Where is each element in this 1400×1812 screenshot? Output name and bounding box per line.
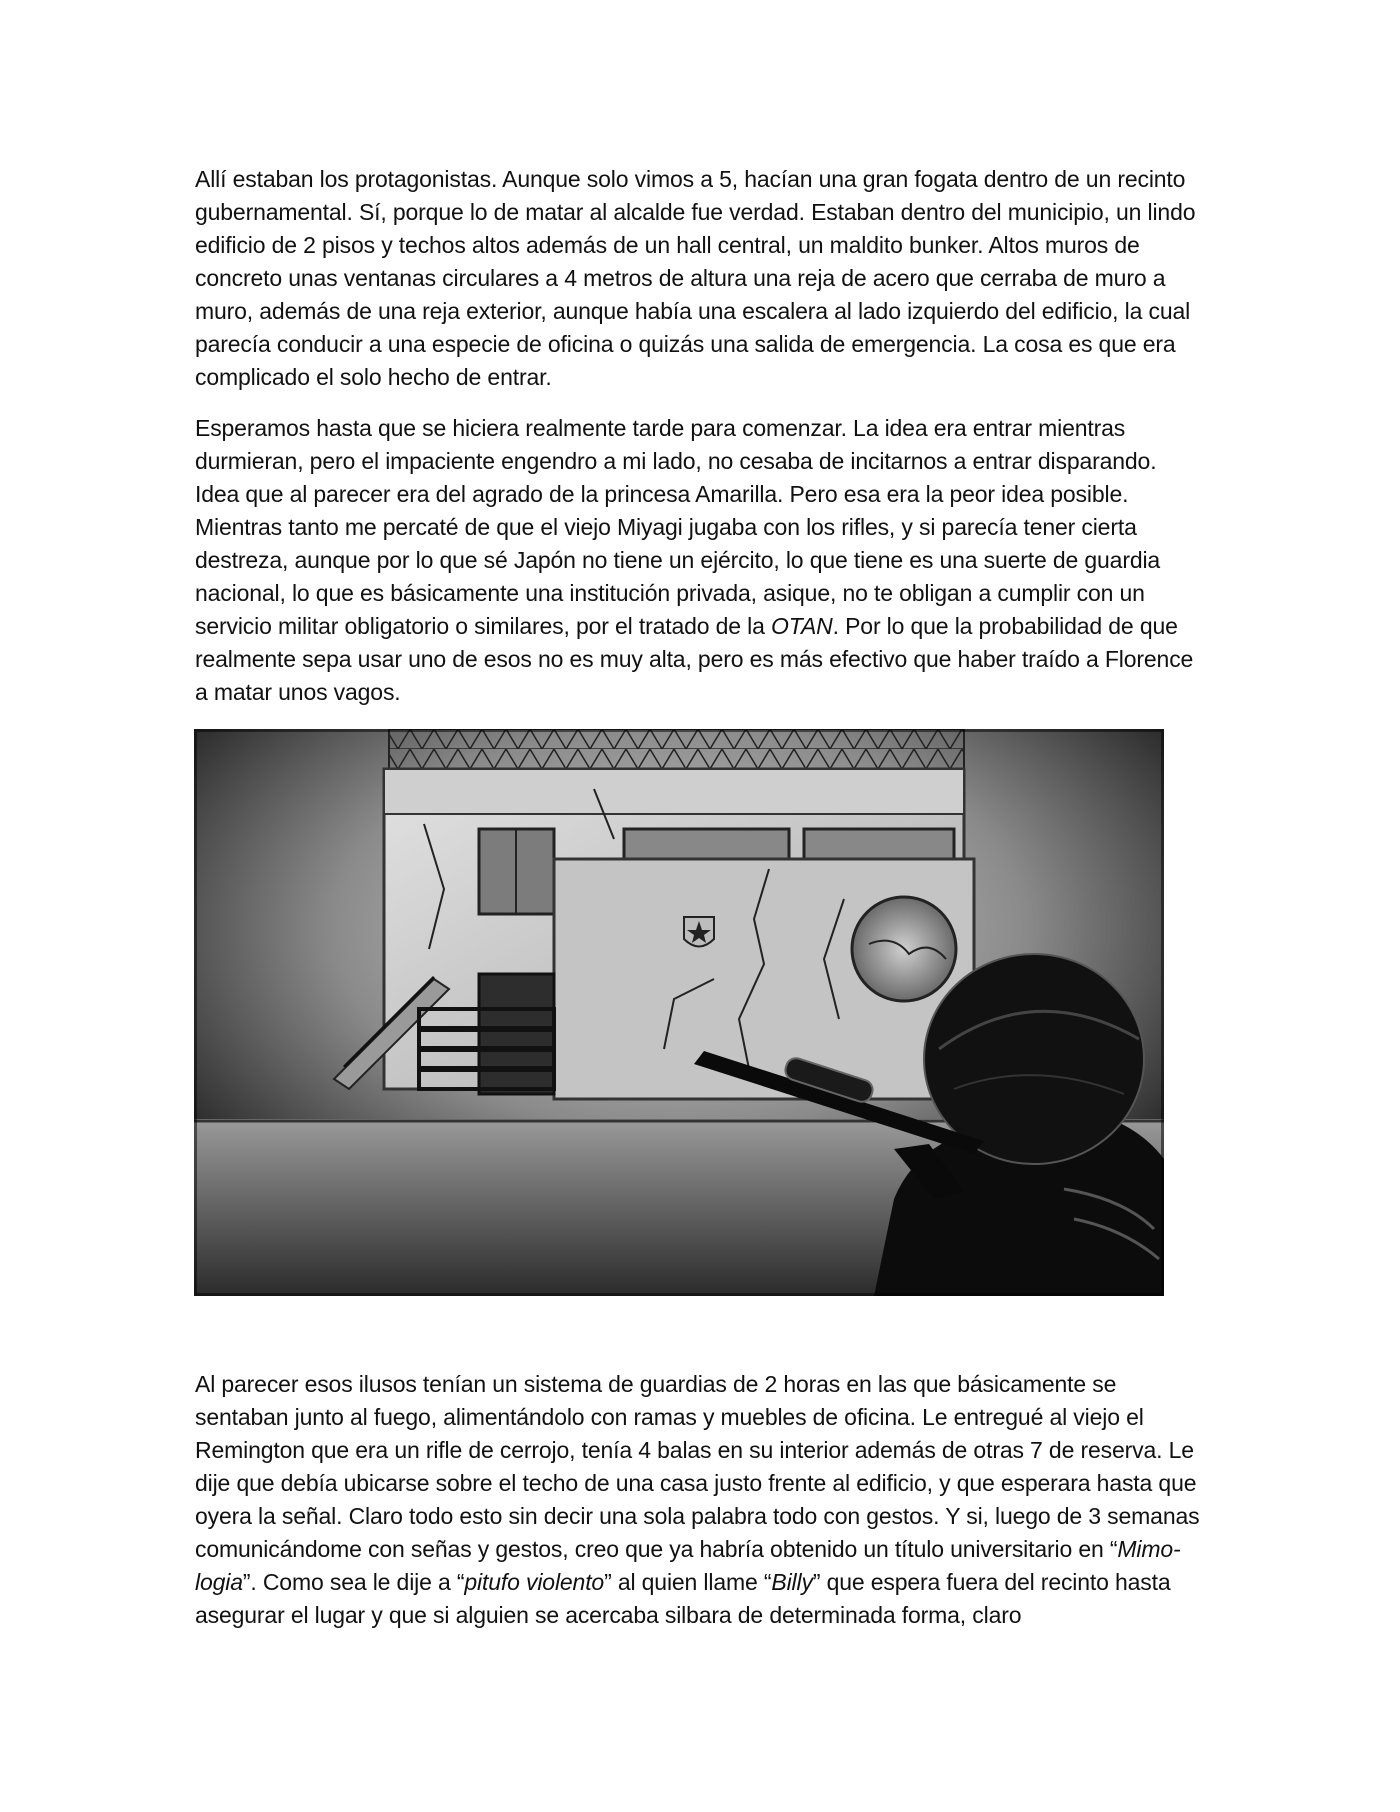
paragraph-3-text-b: ”. Como sea le dije a “ bbox=[242, 1569, 465, 1595]
paragraph-3 bbox=[195, 1368, 1205, 1632]
paragraph-1-text: Allí estaban los protagonistas. Aunque solo vimos a 5, hacían una gran fogata dentro de un recinto gubernamental. Sí, porque lo de matar al alcalde fue verdad. Estaban dentro del municipio, un lindo edificio de 2 pisos y techos altos además de un hall central, un maldito bunker. Altos muros de concreto unas ventanas circulares a 4 metros de altura una reja de acero que cerraba de muro a muro, además de una reja exterior, aunque había una escalera al lado izquierdo del edificio, la cual parecía conducir a una especie de oficina o quizás una salida de emergencia. La cosa es que era complicado el solo hecho de entrar. bbox=[195, 166, 1196, 390]
roof-truss bbox=[389, 729, 964, 769]
paragraph-1 bbox=[195, 163, 1205, 394]
paragraph-3-italic-pitufo: pitufo violento bbox=[464, 1569, 605, 1595]
paragraph-3-text-d: ” que espera fuera del recinto hasta asegurar el lugar y que si alguien se acercaba silbara de determinada forma, claro bbox=[195, 1569, 1171, 1628]
paragraph-3-italic-mimologia: Mimo-logia bbox=[195, 1536, 1181, 1595]
paragraph-3-text-c: ” al quien llame “ bbox=[604, 1569, 772, 1595]
paragraph-2 bbox=[195, 412, 1205, 709]
entrance-door bbox=[479, 974, 554, 1094]
illustration-sniper-building bbox=[194, 729, 1164, 1296]
window-right bbox=[804, 829, 954, 859]
paragraph-2-text-a: Esperamos hasta que se hiciera realmente tarde para comenzar. La idea era entrar mientras durmieran, pero el impaciente engendro a mi lado, no cesaba de incitarnos a entrar disparando. Idea que al parecer era del agrado de la princesa Amarilla. Pero esa era la peor idea posible. Mientras tanto me percaté de que el viejo Miyagi jugaba con los rifles, y si parecía tener cierta destreza, aunque por lo que sé Japón no tiene un ejército, lo que tiene es una suerte de guardia nacional, lo que es básicamente una institución privada, asique, no te obligan a cumplir con un servicio militar obligatorio o similares, por el tratado de la bbox=[195, 415, 1161, 639]
shield-emblem-icon bbox=[684, 917, 714, 947]
illustration-svg bbox=[194, 729, 1164, 1296]
window-center bbox=[624, 829, 789, 859]
paragraph-3-text-a: Al parecer esos ilusos tenían un sistema de guardias de 2 horas en las que básicamente se sentaban junto al fuego, alimentándolo con ramas y muebles de oficina. Le entregué al viejo el Remington que era un rifle de cerrojo, tenía 4 balas en su interior además de otras 7 de reserva. Le dije que debía ubicarse sobre el techo de una casa justo frente al edificio, y que esperara hasta que oyera la señal. Claro todo esto sin decir una sola palabra todo con gestos. Y si, luego de 3 semanas comunicándome con señas y gestos, creo que ya habría obtenido un título universitario en “ bbox=[195, 1371, 1200, 1562]
paragraph-2-italic-otan: OTAN bbox=[771, 613, 833, 639]
paragraph-3-italic-billy: Billy bbox=[771, 1569, 813, 1595]
paragraph-2-text-b: . Por lo que la probabilidad de que realmente sepa usar uno de esos no es muy alta, pero es más efectivo que haber traído a Florence a matar unos vagos. bbox=[195, 613, 1194, 705]
